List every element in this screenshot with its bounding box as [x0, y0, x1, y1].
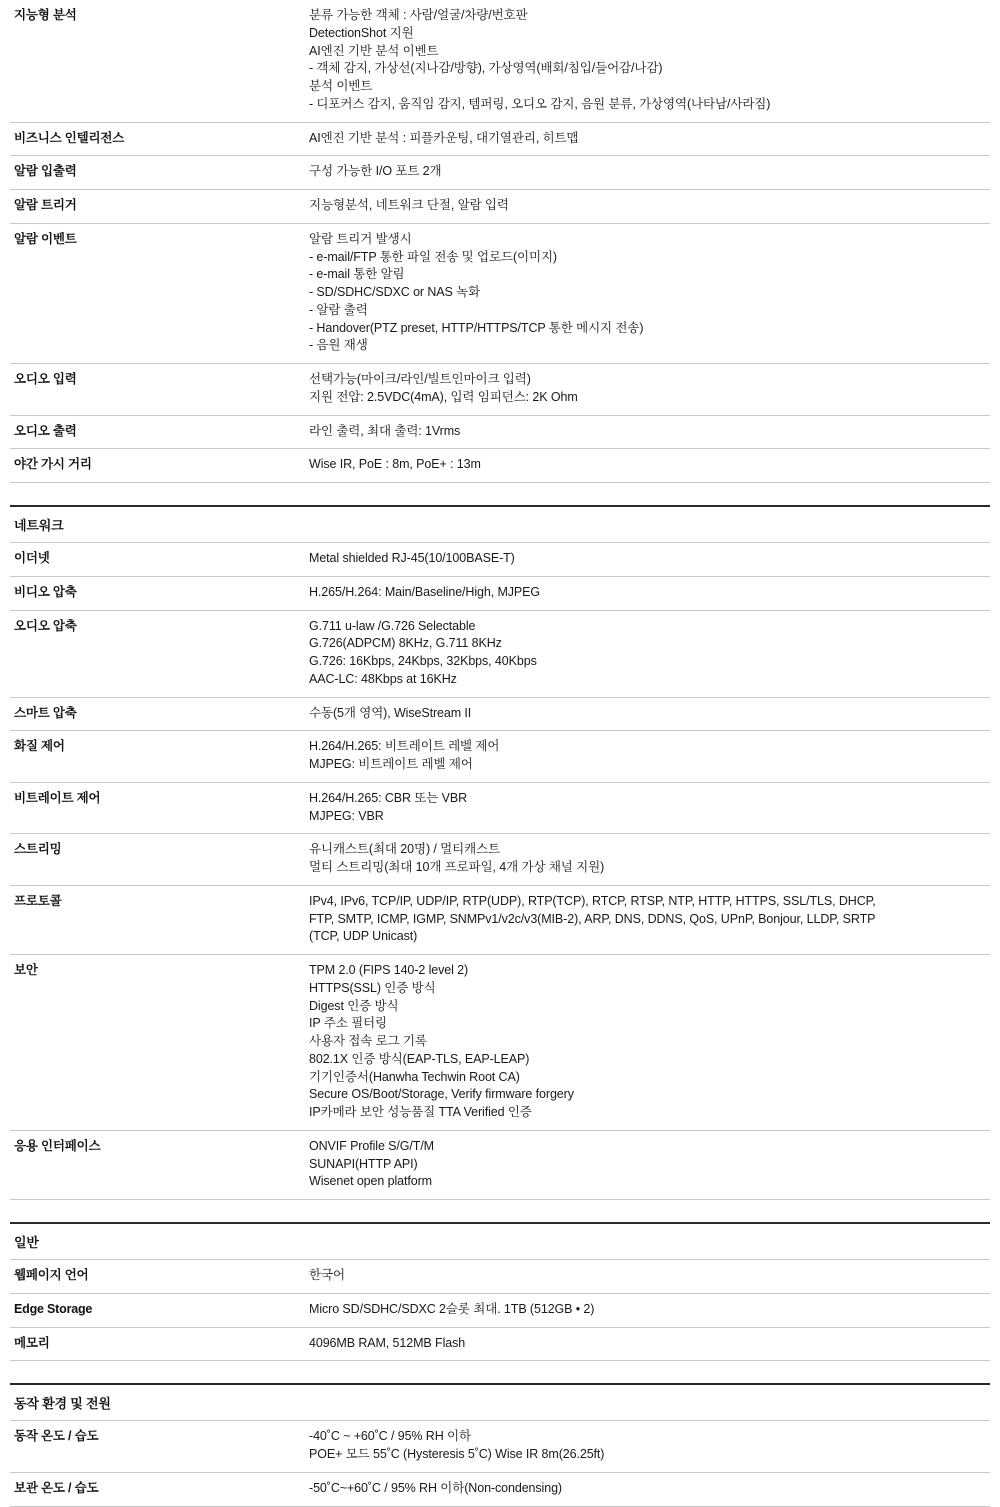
spec-label: 이더넷 — [10, 543, 305, 577]
spec-value-line: - e-mail/FTP 통한 파일 전송 및 업로드(이미지) — [309, 249, 557, 264]
spec-value-line: - Handover(PTZ preset, HTTP/HTTPS/TCP 통한 메시지 전송) — [309, 320, 644, 335]
spec-value-line: - 알람 출력 — [309, 302, 368, 317]
spec-row — [10, 122, 990, 156]
spec-value — [305, 543, 990, 577]
spec-value-line: 한국어 — [309, 1268, 345, 1282]
spec-value — [305, 156, 990, 190]
spec-label: Edge Storage — [10, 1293, 305, 1327]
spec-label: 메모리 — [10, 1327, 305, 1361]
spec-value-line: 라인 출력, 최대 출력: 1Vrms — [309, 423, 461, 438]
section-heading-filler — [305, 506, 990, 543]
spec-value — [305, 1293, 990, 1327]
spec-value — [305, 415, 990, 449]
spec-label: 비트레이트 제어 — [10, 782, 305, 834]
spec-value-line: AI엔진 기반 분석 이벤트 — [309, 43, 439, 58]
section-heading: 네트워크 — [10, 506, 305, 543]
spec-value-line: 수동(5개 영역), WiseStream II — [309, 705, 472, 720]
section-spacer — [10, 1200, 990, 1224]
spec-row — [10, 610, 990, 697]
spec-value-line: 선택가능(마이크/라인/빌트인마이크 입력) — [309, 372, 531, 386]
section-spacer-cell — [10, 1361, 990, 1385]
spec-value-line: Digest 인증 방식 — [309, 998, 399, 1013]
spec-value-line: - 음원 재생 — [309, 338, 368, 353]
spec-value-line: G.726: 16Kbps, 24Kbps, 32Kbps, 40Kbps — [309, 654, 537, 668]
spec-value-line: 분류 가능한 객체 : 사람/얼굴/차량/번호판 — [309, 8, 528, 22]
spec-value — [305, 364, 990, 416]
spec-row — [10, 1472, 990, 1506]
spec-row — [10, 782, 990, 834]
section-spacer — [10, 1361, 990, 1385]
spec-label: 지능형 분석 — [10, 0, 305, 122]
spec-value-line: Metal shielded RJ-45(10/100BASE-T) — [309, 551, 515, 565]
spec-value — [305, 1472, 990, 1506]
section-heading: 동작 환경 및 전원 — [10, 1384, 305, 1421]
spec-value — [305, 955, 990, 1131]
spec-value-line: MJPEG: VBR — [309, 808, 384, 823]
spec-value-line: HTTPS(SSL) 인증 방식 — [309, 980, 436, 995]
spec-label: 스트리밍 — [10, 834, 305, 886]
spec-value — [305, 782, 990, 834]
spec-row — [10, 1130, 990, 1199]
section-spacer-cell — [10, 1200, 990, 1224]
spec-value — [305, 885, 990, 954]
spec-label: 보안 — [10, 955, 305, 1131]
spec-value — [305, 1260, 990, 1294]
spec-value-line: 멀티 스트리밍(최대 10개 프로파일, 4개 가상 채널 지원) — [309, 860, 605, 874]
spec-label: 응용 인터페이스 — [10, 1130, 305, 1199]
spec-value-line: - SD/SDHC/SDXC or NAS 녹화 — [309, 285, 481, 299]
spec-value-line: -40˚C ~ +60˚C / 95% RH 이하 — [309, 1429, 471, 1444]
spec-value-line: FTP, SMTP, ICMP, IGMP, SNMPv1/v2c/v3(MIB-2), ARP, DNS, DDNS, QoS, UPnP, Bonjour, LLDP, SRTP — [309, 911, 876, 926]
spec-value — [305, 1327, 990, 1361]
spec-value-line: MJPEG: 비트레이트 레벨 제어 — [309, 757, 473, 771]
spec-value-line: 지능형분석, 네트워크 단절, 알람 입력 — [309, 198, 509, 212]
spec-value — [305, 731, 990, 783]
spec-row — [10, 1293, 990, 1327]
section-heading-filler — [305, 1223, 990, 1260]
spec-value — [305, 697, 990, 731]
spec-value-line: G.711 u-law /G.726 Selectable — [309, 618, 476, 633]
spec-row — [10, 156, 990, 190]
spec-row — [10, 576, 990, 610]
spec-row — [10, 0, 990, 122]
spec-label: 프로토콜 — [10, 885, 305, 954]
spec-value-line: IP카메라 보안 성능품질 TTA Verified 인증 — [309, 1105, 532, 1119]
spec-value-line: 사용자 접속 로그 기록 — [309, 1034, 427, 1048]
spec-value-line: Wise IR, PoE : 8m, PoE+ : 13m — [309, 457, 481, 472]
spec-value — [305, 223, 990, 363]
spec-value-line: IPv4, IPv6, TCP/IP, UDP/IP, RTP(UDP), RTP(TCP), RTCP, RTSP, NTP, HTTP, HTTPS, SSL/TLS, DHCP, — [309, 893, 876, 908]
spec-value — [305, 449, 990, 483]
section-heading-row — [10, 506, 990, 543]
spec-row — [10, 543, 990, 577]
spec-label: 비디오 압축 — [10, 576, 305, 610]
spec-value-line: IP 주소 필터링 — [309, 1016, 388, 1031]
spec-value-line: 802.1X 인증 방식(EAP-TLS, EAP-LEAP) — [309, 1051, 530, 1066]
spec-label: 웹페이지 언어 — [10, 1260, 305, 1294]
spec-row — [10, 364, 990, 416]
spec-value — [305, 834, 990, 886]
spec-value — [305, 1130, 990, 1199]
spec-row — [10, 449, 990, 483]
spec-value — [305, 122, 990, 156]
spec-row — [10, 1260, 990, 1294]
spec-label: 비즈니스 인텔리전스 — [10, 122, 305, 156]
spec-value-line: - e-mail 통한 알림 — [309, 267, 405, 282]
spec-value-line: ONVIF Profile S/G/T/M — [309, 1138, 434, 1153]
section-heading-filler — [305, 1384, 990, 1421]
spec-row — [10, 1327, 990, 1361]
spec-value-line: Wisenet open platform — [309, 1174, 432, 1189]
spec-value-line: 지원 전압: 2.5VDC(4mA), 입력 임피던스: 2K Ohm — [309, 389, 578, 404]
spec-row — [10, 415, 990, 449]
spec-row — [10, 190, 990, 224]
spec-value-line: 4096MB RAM, 512MB Flash — [309, 1335, 466, 1350]
spec-row — [10, 885, 990, 954]
spec-label: 알람 이벤트 — [10, 223, 305, 363]
spec-value-line: H.264/H.265: 비트레이트 레벨 제어 — [309, 739, 500, 754]
spec-row — [10, 697, 990, 731]
spec-row — [10, 223, 990, 363]
spec-row — [10, 955, 990, 1131]
spec-label: 스마트 압축 — [10, 697, 305, 731]
spec-value-line: (TCP, UDP Unicast) — [309, 929, 418, 944]
spec-value-line: 기기인증서(Hanwha Techwin Root CA) — [309, 1069, 520, 1084]
spec-label: 화질 제어 — [10, 731, 305, 783]
section-spacer-cell — [10, 483, 990, 507]
section-heading-row — [10, 1384, 990, 1421]
spec-value-line: Secure OS/Boot/Storage, Verify firmware forgery — [309, 1087, 574, 1102]
spec-row — [10, 834, 990, 886]
section-spacer — [10, 483, 990, 507]
spec-value-line: Micro SD/SDHC/SDXC 2슬롯 최대. 1TB (512GB • 2) — [309, 1301, 595, 1316]
spec-label: 오디오 출력 — [10, 415, 305, 449]
spec-value-line: AI엔진 기반 분석 : 피플카운팅, 대기열관리, 히트맵 — [309, 130, 579, 145]
spec-value-line: H.265/H.264: Main/Baseline/High, MJPEG — [309, 584, 541, 599]
spec-value — [305, 190, 990, 224]
section-heading-row — [10, 1223, 990, 1260]
spec-value — [305, 0, 990, 122]
spec-value-line: TPM 2.0 (FIPS 140-2 level 2) — [309, 963, 469, 977]
spec-label: 알람 트리거 — [10, 190, 305, 224]
specification-table — [10, 0, 990, 1507]
spec-value-line: - 디포커스 감지, 움직임 감지, 템퍼링, 오디오 감지, 음원 분류, 가상영역(나타남/사라짐) — [309, 96, 771, 111]
spec-value-line: G.726(ADPCM) 8KHz, G.711 8KHz — [309, 636, 502, 651]
spec-value-line: 알람 트리거 발생시 — [309, 231, 412, 246]
spec-label: 동작 온도 / 습도 — [10, 1421, 305, 1473]
spec-value-line: - 객체 감지, 가상선(지나감/방향), 가상영역(배회/침입/들어감/나감) — [309, 61, 663, 76]
spec-value-line: AAC-LC: 48Kbps at 16KHz — [309, 671, 457, 686]
spec-value — [305, 610, 990, 697]
section-heading: 일반 — [10, 1223, 305, 1260]
spec-value-line: H.264/H.265: CBR 또는 VBR — [309, 790, 468, 805]
spec-label: 야간 가시 거리 — [10, 449, 305, 483]
spec-label: 보관 온도 / 습도 — [10, 1472, 305, 1506]
spec-value — [305, 576, 990, 610]
spec-label: 오디오 입력 — [10, 364, 305, 416]
spec-row — [10, 1421, 990, 1473]
spec-label: 오디오 압축 — [10, 610, 305, 697]
spec-value-line: POE+ 모드 55˚C (Hysteresis 5˚C) Wise IR 8m(26.25ft) — [309, 1447, 605, 1461]
spec-value-line: SUNAPI(HTTP API) — [309, 1156, 418, 1171]
spec-value-line: DetectionShot 지원 — [309, 25, 414, 40]
spec-label: 알람 입출력 — [10, 156, 305, 190]
spec-value-line: 구성 가능한 I/O 포트 2개 — [309, 164, 442, 179]
spec-value-line: 분석 이벤트 — [309, 79, 373, 93]
spec-row — [10, 731, 990, 783]
spec-value — [305, 1421, 990, 1473]
spec-value-line: -50˚C~+60˚C / 95% RH 이하(Non-condensing) — [309, 1480, 562, 1495]
spec-value-line: 유니캐스트(최대 20명) / 멀티캐스트 — [309, 842, 500, 857]
